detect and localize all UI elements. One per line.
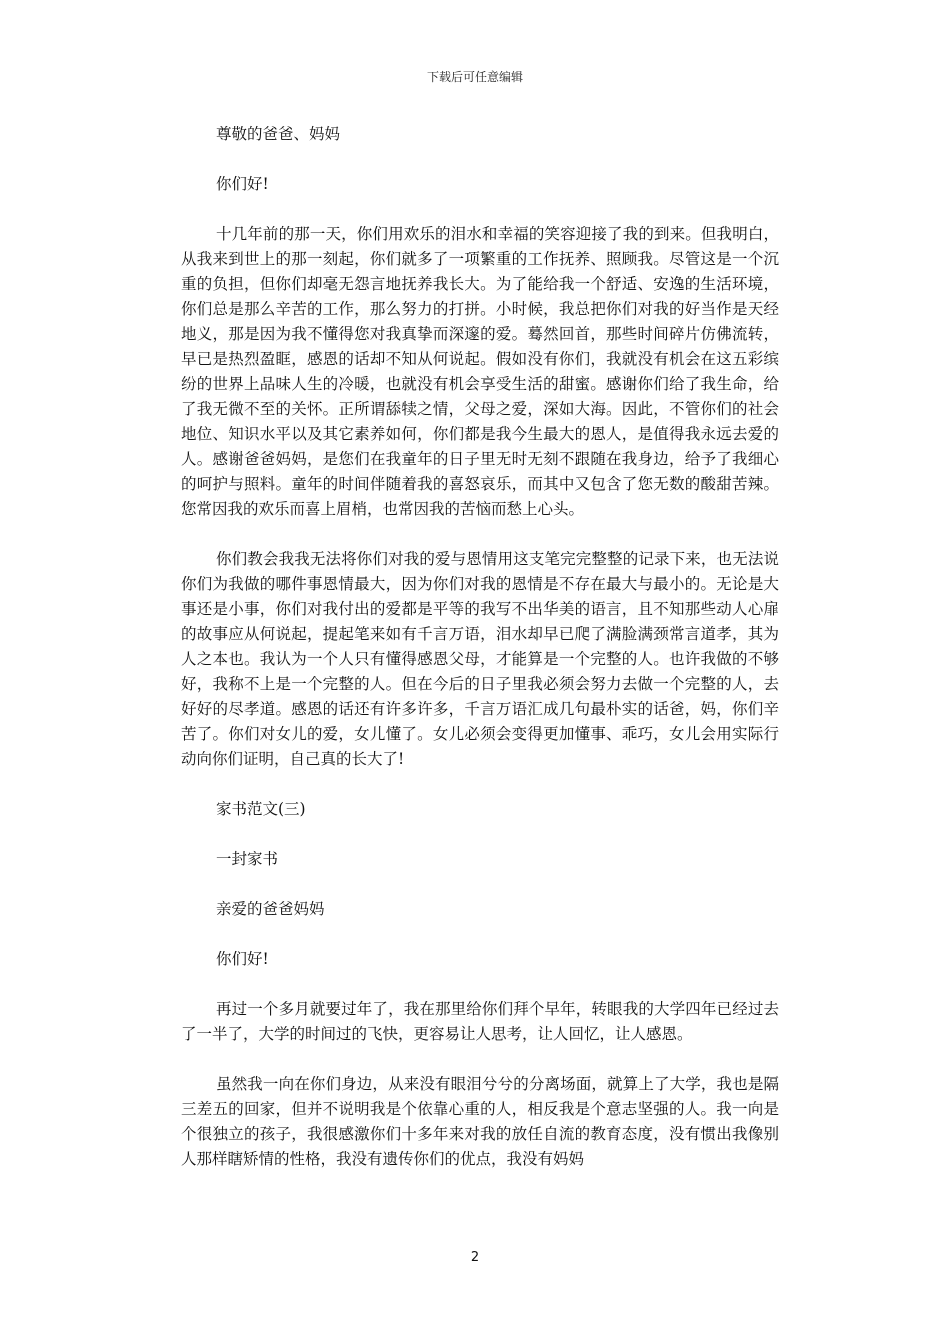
salutation: 亲爱的爸爸妈妈	[216, 900, 325, 918]
letter-body	[181, 122, 779, 1197]
body-paragraph: 你们教会我我无法将你们对我的爱与恩情用这支笔完完整整的记录下来，也无法说你们为我做的哪件事恩情最大，因为你们对我的恩情是不存在最大与最小的。无论是大事还是小事，你们对我付出的爱都是平等的我写不出华美的语言，且不知那些动人心扉的故事应从何说起，提起笔来如有千言万语，泪水却早已爬了满脸满颈常言道孝，其为人之本也。我认为一个人只有懂得感恩父母，才能算是一个完整的人。也许我做的不够好，我称不上是一个完整的人。但在今后的日子里我必须会努力去做一个完整的人，去好好的尽孝道。感恩的话还有许多许多，千言万语汇成几句最朴实的话爸，妈，你们辛苦了。你们对女儿的爱，女儿懂了。女儿必须会变得更加懂事、乖巧，女儿会用实际行动向你们证明，自己真的长大了!	[181, 550, 779, 768]
body-paragraph: 十几年前的那一天，你们用欢乐的泪水和幸福的笑容迎接了我的到来。但我明白，从我来到世上的那一刻起，你们就多了一项繁重的工作抚养、照顾我。尽管这是一个沉重的负担，但你们却毫无怨言地抚养我长大。为了能给我一个舒适、安逸的生活环境，你们总是那么辛苦的工作，那么努力的打拼。小时候，我总把你们对我的好当作是天经地义，那是因为我不懂得您对我真挚而深邃的爱。蓦然回首，那些时间碎片仿佛流转，早已是热烈盈眶，感恩的话却不知从何说起。假如没有你们，我就没有机会在这五彩缤纷的世界上品味人生的冷暖，也就没有机会享受生活的甜蜜。感谢你们给了我生命，给了我无微不至的关怀。正所谓舔犊之情，父母之爱，深如大海。因此，不管你们的社会地位、知识水平以及其它素养如何，你们都是我今生最大的恩人，是值得我永远去爱的人。感谢爸爸妈妈，是您们在我童年的日子里无时无刻不跟随在我身边，给予了我细心的呵护与照料。童年的时间伴随着我的喜怒哀乐，而其中又包含了您无数的酸甜苦辣。您常因我的欢乐而喜上眉梢，也常因我的苦恼而愁上心头。	[181, 225, 779, 518]
page-number: 2	[470, 1250, 480, 1265]
letter-title: 一封家书	[216, 850, 279, 868]
section-heading: 家书范文(三)	[216, 800, 306, 818]
salutation: 尊敬的爸爸、妈妈	[216, 125, 341, 143]
greeting: 你们好!	[216, 175, 269, 193]
page-header: 下载后可任意编辑	[426, 70, 523, 84]
body-paragraph: 虽然我一向在你们身边，从来没有眼泪兮兮的分离场面，就算上了大学，我也是隔三差五的回家，但并不说明我是个依靠心重的人，相反我是个意志坚强的人。我一向是个很独立的孩子，我很感激你们十多年来对我的放任自流的教育态度，没有惯出我像别人那样瞎矫情的性格，我没有遗传你们的优点，我没有妈妈	[181, 1075, 779, 1168]
body-paragraph: 再过一个多月就要过年了，我在那里给你们拜个早年，转眼我的大学四年已经过去了一半了，大学的时间过的飞快，更容易让人思考，让人回忆，让人感恩。	[181, 1000, 779, 1043]
greeting: 你们好!	[216, 950, 269, 968]
